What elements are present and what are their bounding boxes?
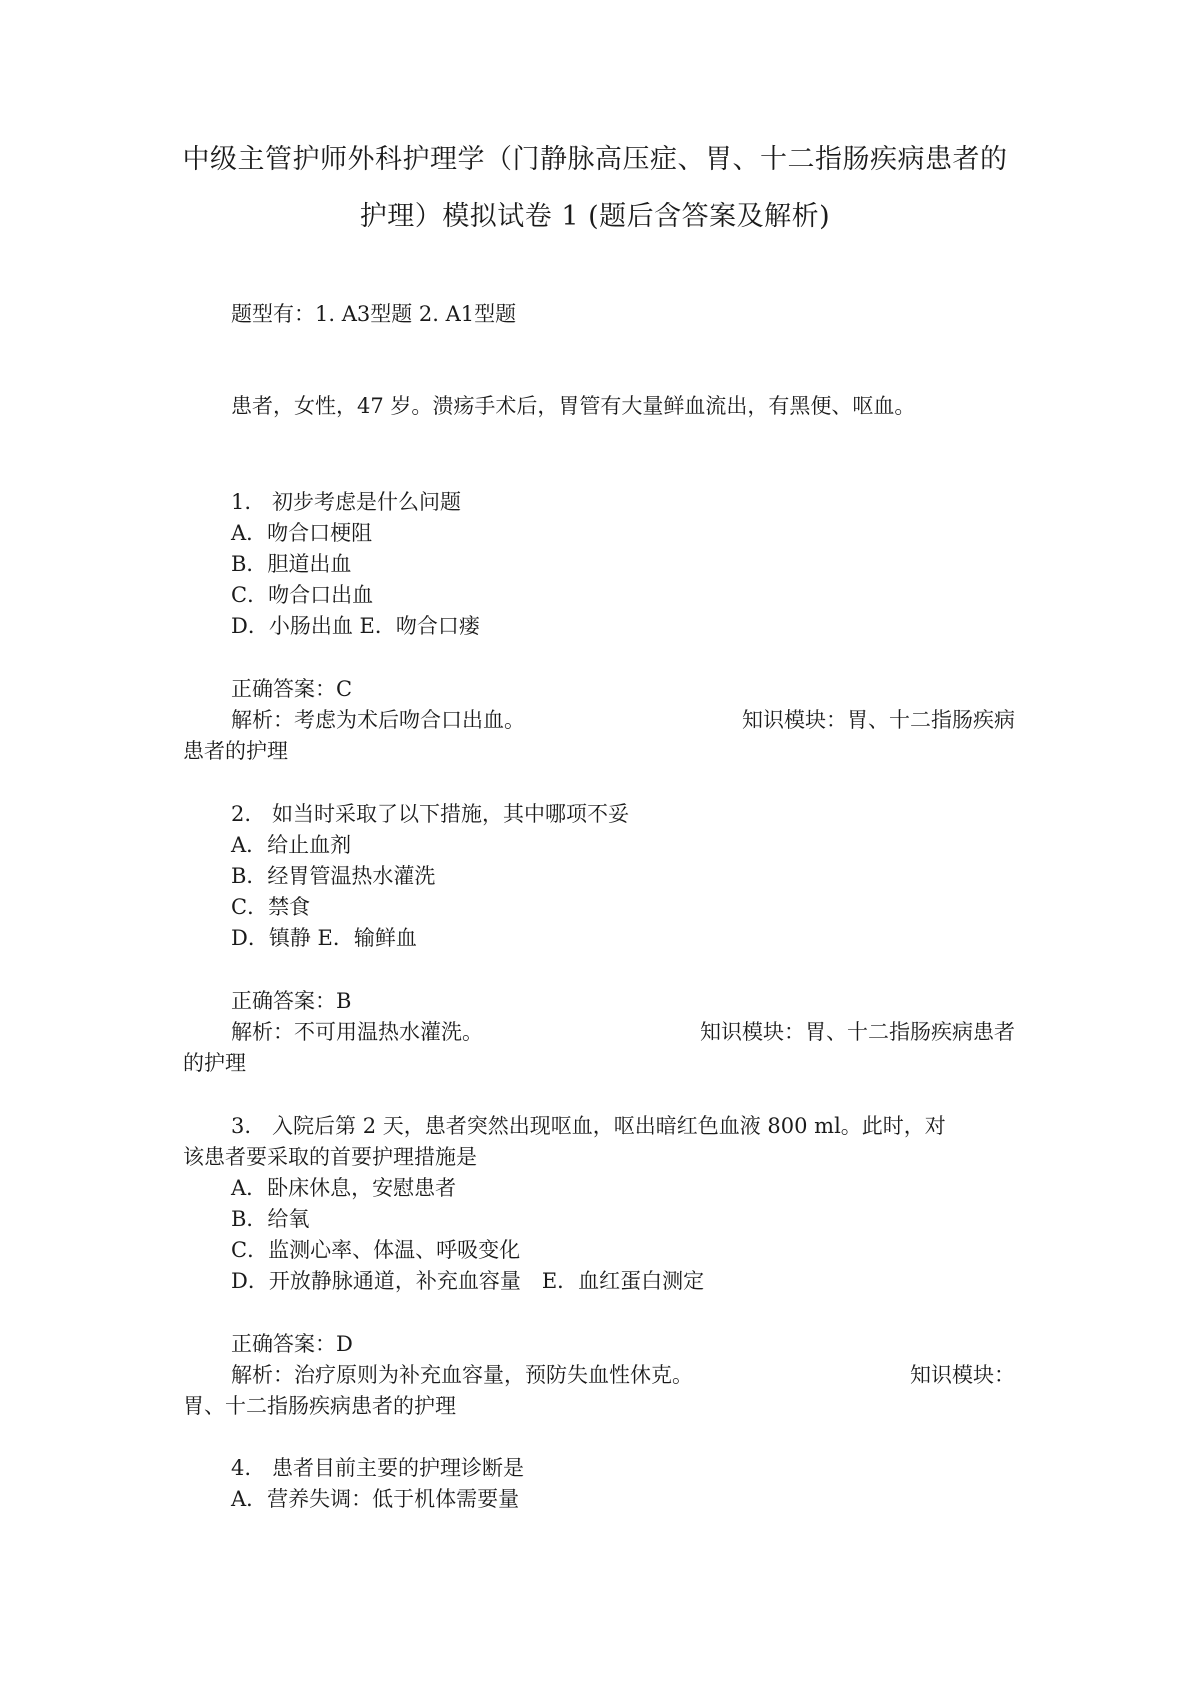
question-3-stem: 3. 入院后第 2 天，患者突然出现呕血，呕出暗红色血液 800 ml。此时，对: [231, 1114, 946, 1138]
question-2-answer: 正确答案：B: [231, 989, 352, 1013]
question-3-option-b: B．给氧: [231, 1207, 310, 1231]
question-3-analysis: 解析：治疗原则为补充血容量，预防失血性休克。: [231, 1363, 693, 1387]
question-3-option-c: C．监测心率、体温、呼吸变化: [231, 1238, 521, 1262]
case-stem: 患者，女性，47 岁。溃疡手术后，胃管有大量鲜血流出，有黑便、呕血。: [231, 394, 916, 418]
document-title-line-2: 护理）模拟试卷 1 (题后含答案及解析): [359, 201, 831, 232]
question-2-stem: 2. 如当时采取了以下措施，其中哪项不妥: [231, 802, 630, 826]
question-types: 题型有：1. A3型题 2. A1型题: [231, 302, 517, 326]
question-4-option-a: A．营养失调：低于机体需要量: [231, 1487, 520, 1511]
question-1-analysis-row: [231, 707, 1015, 733]
question-3-stem-cont: 该患者要采取的首要护理措施是: [183, 1145, 477, 1169]
question-3-analysis-row: [231, 1362, 1015, 1388]
question-2-option-d-e: D．镇静 E．输鲜血: [231, 926, 417, 950]
question-1-option-d-e: D．小肠出血 E．吻合口瘘: [231, 614, 480, 638]
question-1-answer: 正确答案：C: [231, 677, 353, 701]
question-1-module: 知识模块：胃、十二指肠疾病: [742, 708, 1015, 732]
question-2-module: 知识模块：胃、十二指肠疾病患者: [700, 1020, 1015, 1044]
question-3-option-d-e: D．开放静脉通道，补充血容量 E．血红蛋白测定: [231, 1269, 705, 1293]
question-2-option-a: A．给止血剂: [231, 833, 352, 857]
question-1-analysis: 解析：考虑为术后吻合口出血。: [231, 708, 525, 732]
question-3-answer: 正确答案：D: [231, 1332, 353, 1356]
question-3-module: 知识模块：: [910, 1363, 1015, 1387]
question-1-option-b: B．胆道出血: [231, 552, 352, 576]
question-1-module-cont: 患者的护理: [183, 739, 288, 763]
question-4-stem: 4. 患者目前主要的护理诊断是: [231, 1456, 525, 1480]
question-3-module-cont: 胃、十二指肠疾病患者的护理: [183, 1394, 456, 1418]
question-2-option-c: C．禁食: [231, 895, 311, 919]
question-2-analysis: 解析：不可用温热水灌洗。: [231, 1020, 483, 1044]
question-1-option-a: A．吻合口梗阻: [231, 521, 373, 545]
question-1-option-c: C．吻合口出血: [231, 583, 374, 607]
question-2-option-b: B．经胃管温热水灌洗: [231, 864, 436, 888]
question-2-analysis-row: [231, 1019, 1015, 1045]
document-title-line-1: 中级主管护师外科护理学（门静脉高压症、胃、十二指肠疾病患者的: [182, 144, 1008, 175]
question-2-module-cont: 的护理: [183, 1051, 246, 1075]
question-1-stem: 1. 初步考虑是什么问题: [231, 490, 462, 514]
question-3-option-a: A．卧床休息，安慰患者: [231, 1176, 457, 1200]
